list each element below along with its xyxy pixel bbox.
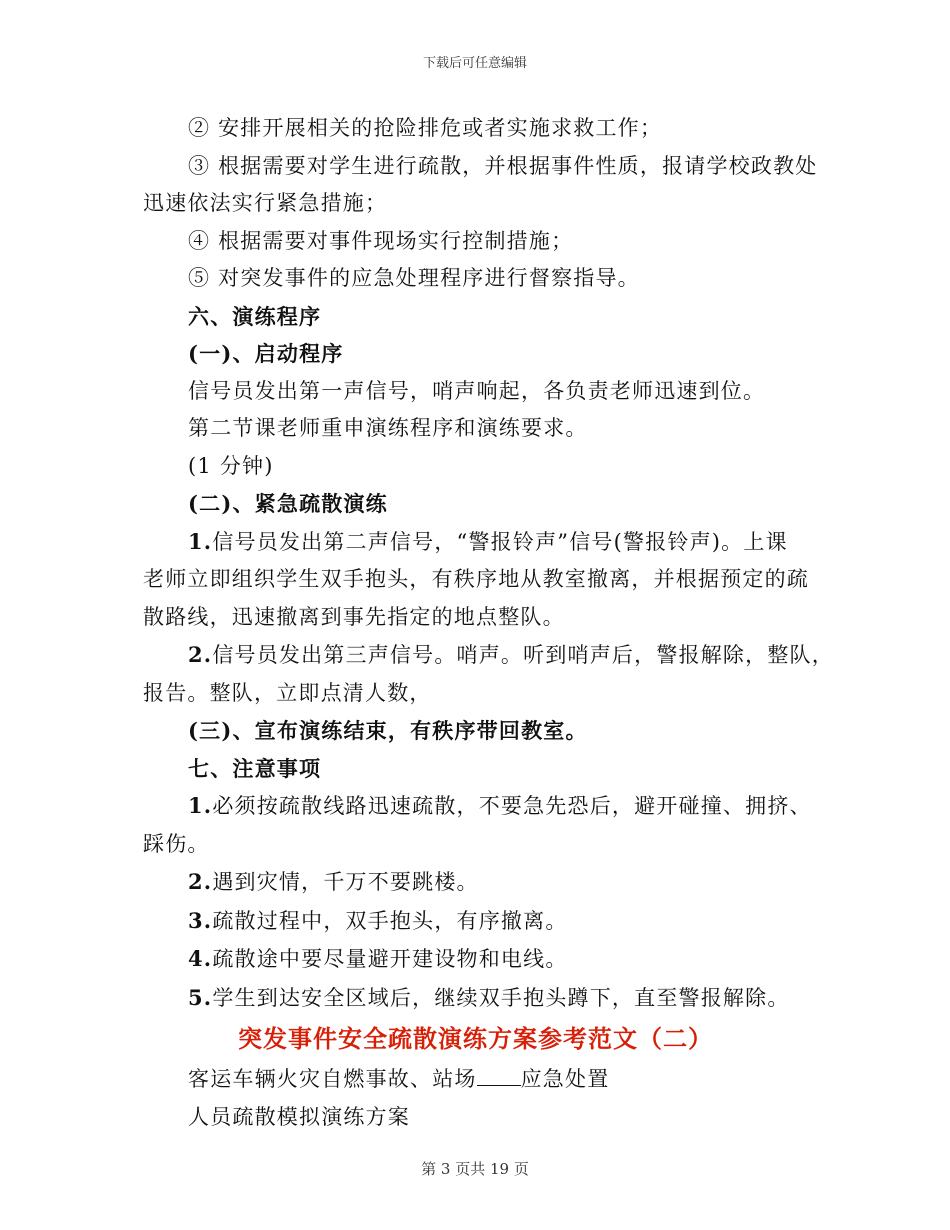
note-item-1-text: 必须按疏散线路迅速疏散，不要急先恐后，避开碰撞、拥挤、 bbox=[212, 794, 812, 818]
section2-line1 bbox=[143, 1061, 808, 1099]
drill-item-1-text: 信号员发出第二声信号，“警报铃声”信号(警报铃声)。上课 bbox=[212, 529, 788, 554]
list-number: 4. bbox=[188, 946, 213, 971]
note-item-3-text: 疏散过程中，双手抱头，有序撤离。 bbox=[212, 908, 568, 933]
subheading-drill-end: (三)、宣布演练结束，有秩序带回教室。 bbox=[188, 718, 588, 743]
section-heading-7: 七、注意事项 bbox=[188, 755, 322, 781]
drill-item-1-line1 bbox=[143, 523, 808, 562]
list-number: 2. bbox=[188, 869, 213, 894]
drill-item-1-line2: 老师立即组织学生双手抱头，有秩序地从教室撤离，并根据预定的疏 bbox=[143, 567, 809, 591]
paragraph-item-3-line2: 迅速依法实行紧急措施； bbox=[143, 191, 388, 215]
list-number: 1. bbox=[188, 528, 213, 554]
section2-line2: 人员疏散模拟演练方案 bbox=[188, 1104, 410, 1129]
paragraph-item-4: ④ 根据需要对事件现场实行控制措施； bbox=[188, 228, 574, 253]
drill-item-2-line1 bbox=[143, 636, 834, 675]
subheading-start-procedure: (一)、启动程序 bbox=[188, 341, 344, 366]
drill-item-2-line2: 报告。整队，立即点清人数， bbox=[143, 680, 432, 705]
paragraph-item-3-line1: ③ 根据需要对学生进行疏散，并根据事件性质，报请学校政教处 bbox=[188, 153, 818, 178]
note-item-3 bbox=[143, 902, 808, 941]
section2-line1-text-end: 应急处置 bbox=[520, 1067, 610, 1091]
paragraph-duration: (1 分钟) bbox=[188, 453, 274, 478]
paragraph-item-5: ⑤ 对突发事件的应急处理程序进行督察指导。 bbox=[188, 266, 640, 290]
subheading-evacuation-drill: (二)、紧急疏散演练 bbox=[188, 491, 388, 516]
drill-item-2-text: 信号员发出第三声信号。哨声。听到哨声后，警报解除，整队， bbox=[212, 643, 834, 667]
paragraph-first-signal: 信号员发出第一声信号，哨声响起，各负责老师迅速到位。 bbox=[188, 378, 766, 403]
document-title-two: 突发事件安全疏散演练方案参考范文（二） bbox=[238, 1024, 713, 1053]
blank-underline bbox=[477, 1067, 521, 1086]
note-item-4-text: 疏散途中要尽量避开建设物和电线。 bbox=[212, 947, 568, 971]
list-number: 3. bbox=[188, 907, 213, 933]
page-header: 下载后可任意编辑 bbox=[422, 56, 527, 71]
note-item-4 bbox=[143, 940, 808, 979]
section2-line1-text: 客运车辆火灾自燃事故、站场 bbox=[188, 1067, 477, 1091]
note-item-5-text: 学生到达安全区域后，继续双手抱头蹲下，直至警报解除。 bbox=[212, 985, 790, 1010]
document-body bbox=[143, 110, 834, 1136]
list-number: 1. bbox=[188, 793, 213, 818]
note-item-1-line2: 踩伤。 bbox=[143, 831, 210, 856]
section-heading-6: 六、演练程序 bbox=[188, 303, 322, 329]
list-number: 5. bbox=[188, 984, 213, 1010]
paragraph-second-period: 第二节课老师重申演练程序和演练要求。 bbox=[188, 416, 588, 440]
drill-item-1-line3: 散路线，迅速撤离到事先指定的地点整队。 bbox=[143, 604, 565, 629]
note-item-5 bbox=[143, 979, 808, 1018]
page-footer: 第 3 页共 19 页 bbox=[421, 1160, 529, 1178]
list-number: 2. bbox=[188, 642, 213, 667]
note-item-2-text: 遇到灾情，千万不要跳楼。 bbox=[212, 870, 479, 894]
note-item-2 bbox=[143, 863, 808, 902]
note-item-1-line1 bbox=[143, 787, 812, 826]
paragraph-item-2: ② 安排开展相关的抢险排危或者实施求救工作； bbox=[188, 116, 663, 140]
